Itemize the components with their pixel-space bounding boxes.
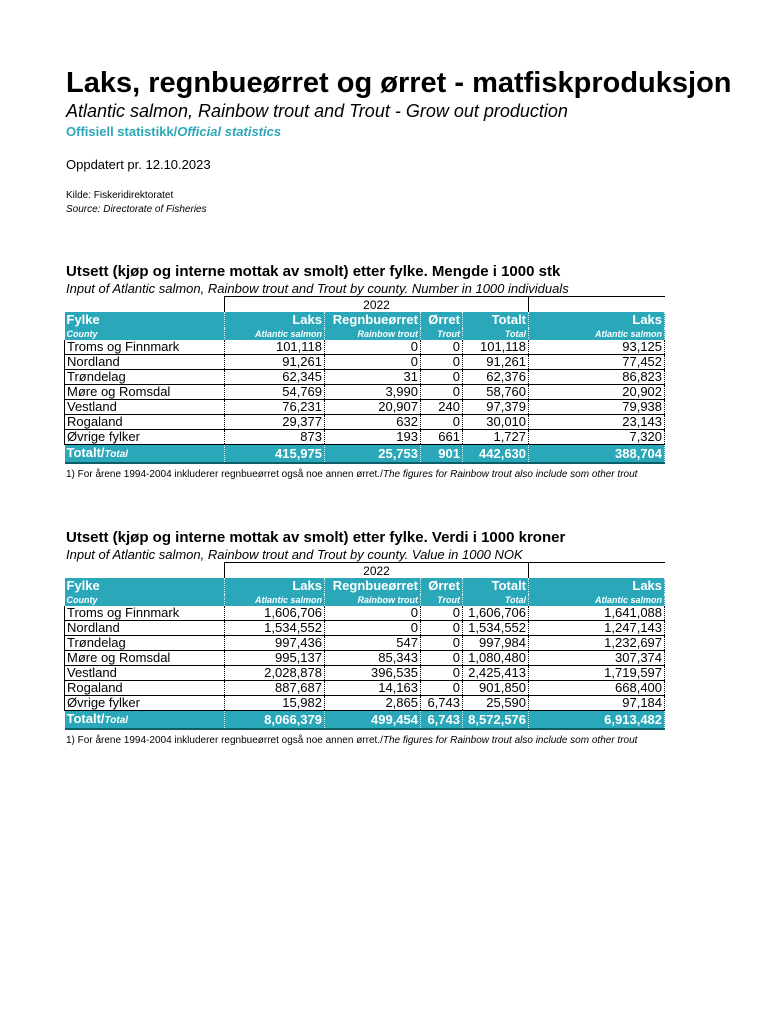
total-label [65, 711, 225, 730]
table-cell: 997,436 [225, 636, 325, 651]
table-cell: 101,118 [225, 340, 325, 355]
table-cell: 15,982 [225, 696, 325, 711]
table-cell: 62,345 [225, 370, 325, 385]
table-cell: 997,984 [463, 636, 529, 651]
table-row [65, 681, 665, 696]
table-cell: 6,743 [421, 696, 463, 711]
table-row [65, 385, 665, 400]
table2-title: Utsett (kjøp og interne mottak av smolt) etter fylke. Verdi i 1000 kroner [66, 529, 566, 546]
county-cell: Trøndelag [65, 370, 225, 385]
column-header: Laks [529, 578, 665, 594]
table-cell: 0 [421, 651, 463, 666]
table2-footnote [66, 735, 637, 747]
column-header-en: Atlantic salmon [225, 594, 325, 606]
county-cell: Rogaland [65, 681, 225, 696]
table-cell: 632 [325, 415, 421, 430]
county-cell: Øvrige fylker [65, 430, 225, 445]
table-cell: 1,606,706 [463, 606, 529, 621]
county-cell: Rogaland [65, 415, 225, 430]
table1-year-row [65, 297, 665, 313]
table1-title: Utsett (kjøp og interne mottak av smolt) etter fylke. Mengde i 1000 stk [66, 263, 561, 280]
footnote-en: The figures for Rainbow trout also include som other trout [382, 735, 638, 746]
county-cell: Møre og Romsdal [65, 385, 225, 400]
table-cell: 995,137 [225, 651, 325, 666]
table-cell: 307,374 [529, 651, 665, 666]
total-cell: 8,572,576 [463, 711, 529, 730]
table-cell: 0 [325, 621, 421, 636]
table-row [65, 636, 665, 651]
table-cell: 873 [225, 430, 325, 445]
total-cell: 499,454 [325, 711, 421, 730]
table-cell: 887,687 [225, 681, 325, 696]
table-cell: 0 [421, 606, 463, 621]
table-row [65, 666, 665, 681]
table-cell: 1,080,480 [463, 651, 529, 666]
column-header: Ørret [421, 578, 463, 594]
table-cell: 0 [325, 340, 421, 355]
table-cell: 0 [421, 355, 463, 370]
column-header-en: Rainbow trout [325, 594, 421, 606]
table-cell: 0 [421, 666, 463, 681]
column-header-en: Atlantic salmon [529, 594, 665, 606]
total-cell: 901 [421, 445, 463, 464]
column-header: Laks [225, 578, 325, 594]
table-cell: 193 [325, 430, 421, 445]
column-header-en: Atlantic salmon [529, 328, 665, 340]
table-cell: 29,377 [225, 415, 325, 430]
total-cell: 415,975 [225, 445, 325, 464]
page-subtitle: Atlantic salmon, Rainbow trout and Trout - Grow out production [66, 101, 568, 121]
column-header: Totalt [463, 312, 529, 328]
total-cell: 6,913,482 [529, 711, 665, 730]
table-row [65, 606, 665, 621]
footnote-no: 1) For årene 1994-2004 inkluderer regnbueørret også noe annen ørret./ [66, 469, 383, 480]
total-label-en: Total [104, 715, 129, 726]
source-label-en: Source: Directorate of Fisheries [66, 204, 207, 215]
table-cell: 2,425,413 [463, 666, 529, 681]
table-row [65, 430, 665, 445]
table-cell: 0 [421, 385, 463, 400]
table-cell: 2,865 [325, 696, 421, 711]
total-cell: 6,743 [421, 711, 463, 730]
table-cell: 14,163 [325, 681, 421, 696]
column-header: Laks [529, 312, 665, 328]
table2-year-row [65, 563, 665, 579]
table-cell: 77,452 [529, 355, 665, 370]
table-cell: 91,261 [463, 355, 529, 370]
table-cell: 396,535 [325, 666, 421, 681]
table-cell: 20,907 [325, 400, 421, 415]
table-cell: 1,641,088 [529, 606, 665, 621]
county-cell: Nordland [65, 621, 225, 636]
table-cell: 76,231 [225, 400, 325, 415]
total-label [65, 445, 225, 464]
table-cell: 31 [325, 370, 421, 385]
table-cell: 58,760 [463, 385, 529, 400]
table1-year: 2022 [225, 297, 529, 313]
table-cell: 62,376 [463, 370, 529, 385]
table-cell: 1,606,706 [225, 606, 325, 621]
table-cell: 901,850 [463, 681, 529, 696]
county-cell: Vestland [65, 400, 225, 415]
table-cell: 7,320 [529, 430, 665, 445]
table-cell: 97,184 [529, 696, 665, 711]
table-cell: 240 [421, 400, 463, 415]
table-cell: 668,400 [529, 681, 665, 696]
column-header-en: Rainbow trout [325, 328, 421, 340]
table-cell: 30,010 [463, 415, 529, 430]
footnote-en: The figures for Rainbow trout also include som other trout [382, 469, 638, 480]
total-cell: 8,066,379 [225, 711, 325, 730]
column-header: Regnbueørret [325, 578, 421, 594]
column-header-en: Trout [421, 328, 463, 340]
column-header: Laks [225, 312, 325, 328]
table-cell: 1,534,552 [463, 621, 529, 636]
table-cell: 1,232,697 [529, 636, 665, 651]
official-statistics-label [66, 124, 281, 140]
column-header-en: Total [463, 594, 529, 606]
column-header: Ørret [421, 312, 463, 328]
table-cell: 2,028,878 [225, 666, 325, 681]
column-header-en: Trout [421, 594, 463, 606]
table-row [65, 621, 665, 636]
official-label-en: Official statistics [177, 124, 282, 139]
table-cell: 0 [421, 415, 463, 430]
table-cell: 97,379 [463, 400, 529, 415]
table-cell: 79,938 [529, 400, 665, 415]
table-cell: 54,769 [225, 385, 325, 400]
column-header-en: County [65, 594, 225, 606]
table1-footnote [66, 469, 637, 481]
county-cell: Troms og Finnmark [65, 340, 225, 355]
table-cell: 25,590 [463, 696, 529, 711]
table-cell: 0 [421, 636, 463, 651]
table-row [65, 696, 665, 711]
table-cell: 0 [325, 355, 421, 370]
column-header-en: Total [463, 328, 529, 340]
table-cell: 547 [325, 636, 421, 651]
column-header: Fylke [65, 312, 225, 328]
table-row [65, 400, 665, 415]
table-cell: 3,990 [325, 385, 421, 400]
total-cell: 25,753 [325, 445, 421, 464]
table-row [65, 340, 665, 355]
table-cell: 91,261 [225, 355, 325, 370]
table-cell: 0 [421, 340, 463, 355]
source-label-no: Kilde: Fiskeridirektoratet [66, 190, 174, 201]
updated-date: Oppdatert pr. 12.10.2023 [66, 157, 211, 172]
column-header: Totalt [463, 578, 529, 594]
total-label-en: Total [104, 449, 129, 460]
table2-total-row [65, 711, 665, 730]
table2-year: 2022 [225, 563, 529, 579]
table1-header-row [65, 312, 665, 328]
page-title: Laks, regnbueørret og ørret - matfiskproduksjon [66, 67, 732, 99]
column-header-en: Atlantic salmon [225, 328, 325, 340]
table-cell: 661 [421, 430, 463, 445]
table-row [65, 651, 665, 666]
total-cell: 388,704 [529, 445, 665, 464]
county-cell: Trøndelag [65, 636, 225, 651]
table2-subtitle: Input of Atlantic salmon, Rainbow trout and Trout by county. Value in 1000 NOK [66, 547, 523, 562]
table-row [65, 370, 665, 385]
table1-subtitle: Input of Atlantic salmon, Rainbow trout and Trout by county. Number in 1000 individuals [66, 281, 569, 296]
table-cell: 1,719,597 [529, 666, 665, 681]
column-header: Fylke [65, 578, 225, 594]
table-cell: 0 [421, 370, 463, 385]
table2 [64, 562, 665, 730]
footnote-no: 1) For årene 1994-2004 inkluderer regnbueørret også noe annen ørret./ [66, 735, 383, 746]
table-row [65, 355, 665, 370]
county-cell: Øvrige fylker [65, 696, 225, 711]
total-cell: 442,630 [463, 445, 529, 464]
column-header-en: County [65, 328, 225, 340]
table-row [65, 415, 665, 430]
table-cell: 1,534,552 [225, 621, 325, 636]
official-label-no: Offisiell statistikk/ [66, 124, 178, 139]
table-cell: 1,727 [463, 430, 529, 445]
table2-header-row [65, 578, 665, 594]
table-cell: 86,823 [529, 370, 665, 385]
table1 [64, 296, 665, 464]
county-cell: Vestland [65, 666, 225, 681]
table-cell: 85,343 [325, 651, 421, 666]
total-label-no: Totalt/ [66, 711, 105, 726]
table-cell: 23,143 [529, 415, 665, 430]
county-cell: Møre og Romsdal [65, 651, 225, 666]
county-cell: Troms og Finnmark [65, 606, 225, 621]
table-cell: 0 [421, 681, 463, 696]
table-cell: 20,902 [529, 385, 665, 400]
table1-total-row [65, 445, 665, 464]
county-cell: Nordland [65, 355, 225, 370]
table-cell: 0 [325, 606, 421, 621]
table-cell: 1,247,143 [529, 621, 665, 636]
table-cell: 0 [421, 621, 463, 636]
total-label-no: Totalt/ [66, 445, 105, 460]
column-header: Regnbueørret [325, 312, 421, 328]
table-cell: 101,118 [463, 340, 529, 355]
table-cell: 93,125 [529, 340, 665, 355]
